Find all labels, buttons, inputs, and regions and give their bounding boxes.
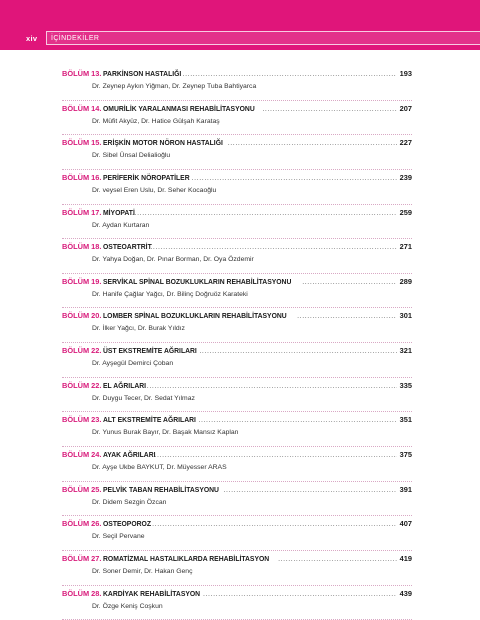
dot-leader xyxy=(302,278,396,288)
dot-leader xyxy=(192,174,397,184)
header-bar xyxy=(26,30,480,46)
toc-entry-heading xyxy=(62,589,412,600)
chapter-page-number: 289 xyxy=(399,276,412,286)
table-of-contents xyxy=(62,66,412,620)
chapter-label: BÖLÜM 24. xyxy=(62,450,102,460)
toc-entry[interactable] xyxy=(62,308,412,343)
chapter-page-number: 335 xyxy=(399,380,412,390)
dot-leader xyxy=(144,382,396,392)
chapter-authors: Dr. Özge Keniş Coşkun xyxy=(92,602,163,610)
chapter-label: BÖLÜM 17. xyxy=(62,207,102,217)
dot-leader xyxy=(132,209,397,219)
chapter-authors: Dr. veysel Eren Uslu, Dr. Seher Kocaoğlu xyxy=(92,186,217,194)
toc-entry-heading xyxy=(62,554,412,565)
chapter-authors: Dr. İlker Yağcı, Dr. Burak Yıldız xyxy=(92,325,185,333)
chapter-page-number: 321 xyxy=(399,346,412,356)
chapter-page-number: 239 xyxy=(399,172,412,182)
toc-entry-heading xyxy=(62,208,412,219)
chapter-authors: Dr. Zeynep Aykın Yiğman, Dr. Zeynep Tuba Bahtiyarca xyxy=(92,83,257,90)
toc-entry[interactable] xyxy=(62,447,412,482)
toc-entry-heading xyxy=(62,485,412,496)
chapter-authors: Dr. Duygu Tecer, Dr. Sedat Yılmaz xyxy=(92,394,195,402)
chapter-authors: Dr. Aydan Kurtaran xyxy=(92,221,150,229)
chapter-label: BÖLÜM 26. xyxy=(62,519,102,529)
toc-entry[interactable] xyxy=(62,239,412,274)
toc-entry[interactable] xyxy=(62,170,412,205)
toc-entry-heading xyxy=(62,138,412,149)
chapter-title: KARDİYAK REHABİLİTASYON xyxy=(103,588,201,598)
chapter-title: EL AĞRILARI xyxy=(103,380,147,390)
chapter-page-number: 227 xyxy=(399,138,412,148)
chapter-page-number: 419 xyxy=(399,553,412,563)
chapter-title: ALT EKSTREMİTE AĞRILARI xyxy=(103,415,197,425)
toc-entry-heading xyxy=(62,104,412,115)
page-number: xiv xyxy=(26,33,38,43)
toc-entry-heading xyxy=(62,346,412,357)
toc-entry-heading xyxy=(62,450,412,461)
toc-entry[interactable] xyxy=(62,343,412,378)
chapter-authors: Dr. Ayşe Ukbe BAYKUT, Dr. Müyesser ARAS xyxy=(92,464,227,472)
dot-leader xyxy=(183,70,397,80)
toc-entry-heading xyxy=(62,69,412,80)
toc-entry[interactable] xyxy=(62,586,412,620)
toc-entry[interactable] xyxy=(62,482,412,517)
chapter-page-number: 407 xyxy=(399,519,412,529)
dot-leader xyxy=(297,312,397,322)
chapter-authors: Dr. Sibel Ünsal Delialioğlu xyxy=(92,152,171,160)
chapter-page-number: 271 xyxy=(399,242,412,252)
chapter-authors: Dr. Ayşegül Demirci Çoban xyxy=(92,360,174,368)
chapter-title: ERİŞKİN MOTOR NÖRON HASTALIĞI xyxy=(103,138,224,148)
dot-leader xyxy=(150,520,397,530)
dot-leader xyxy=(278,555,397,565)
chapter-page-number: 259 xyxy=(399,207,412,217)
toc-entry[interactable] xyxy=(62,66,412,101)
toc-entry-heading xyxy=(62,173,412,184)
chapter-title: ROMATİZMAL HASTALIKLARDA REHABİLİTASYON xyxy=(103,553,270,563)
dot-leader xyxy=(155,451,397,461)
chapter-authors: Dr. Soner Demir, Dr. Hakan Genç xyxy=(92,567,193,575)
dot-leader xyxy=(228,139,397,149)
section-title: İÇİNDEKİLER xyxy=(51,34,100,42)
toc-entry[interactable] xyxy=(62,378,412,413)
toc-entry[interactable] xyxy=(62,101,412,136)
chapter-title: PARKİNSON HASTALIĞI xyxy=(103,69,182,78)
chapter-page-number: 439 xyxy=(399,588,412,598)
dot-leader xyxy=(198,416,396,426)
toc-entry-heading xyxy=(62,242,412,253)
toc-entry[interactable] xyxy=(62,551,412,586)
section-title-box xyxy=(46,31,480,45)
chapter-title: ÜST EKSTREMİTE AĞRILARI xyxy=(103,346,198,356)
chapter-title: MİYOPATİ xyxy=(103,207,136,217)
toc-entry-heading xyxy=(62,381,412,392)
chapter-page-number: 391 xyxy=(399,484,412,494)
chapter-authors: Dr. Yahya Doğan, Dr. Pınar Borman, Dr. Oya Özdemir xyxy=(92,256,254,264)
dot-leader xyxy=(203,590,397,600)
chapter-title: OSTEOPOROZ xyxy=(103,519,152,529)
toc-entry[interactable] xyxy=(62,412,412,447)
chapter-title: PELVİK TABAN REHABİLİTASYONU xyxy=(103,484,220,494)
chapter-authors: Dr. Seçil Pervane xyxy=(92,533,145,541)
chapter-label: BÖLÜM 19. xyxy=(62,276,102,286)
dot-leader xyxy=(150,243,396,253)
chapter-page-number: 193 xyxy=(399,69,412,78)
chapter-label: BÖLÜM 14. xyxy=(62,103,102,113)
page-header xyxy=(0,0,480,50)
chapter-authors: Dr. Müfit Akyüz, Dr. Hatice Gülşah Karataş xyxy=(92,117,220,125)
toc-entry[interactable] xyxy=(62,516,412,551)
chapter-authors: Dr. Hanife Çağlar Yağcı, Dr. Bilinç Doğruöz Karateki xyxy=(92,290,248,298)
chapter-title: LOMBER SPİNAL BOZUKLUKLARIN REHABİLİTASYONU xyxy=(103,311,288,321)
chapter-label: BÖLÜM 15. xyxy=(62,138,102,148)
chapter-title: AYAK AĞRILARI xyxy=(103,450,156,460)
chapter-label: BÖLÜM 22. xyxy=(62,380,102,390)
toc-entry-heading xyxy=(62,311,412,322)
chapter-title: PERİFERİK NÖROPATİLER xyxy=(103,172,191,182)
toc-entry[interactable] xyxy=(62,274,412,309)
toc-entry[interactable] xyxy=(62,205,412,240)
toc-entry-heading xyxy=(62,277,412,288)
toc-entry[interactable] xyxy=(62,135,412,170)
chapter-label: BÖLÜM 16. xyxy=(62,172,102,182)
chapter-authors: Dr. Yunus Burak Bayır, Dr. Başak Mansız Kaplan xyxy=(92,429,239,437)
chapter-title: OSTEOARTRİT xyxy=(103,242,153,252)
toc-entry-heading xyxy=(62,519,412,530)
toc-entry-heading xyxy=(62,415,412,426)
chapter-label: BÖLÜM 22. xyxy=(62,346,102,356)
chapter-title: SERVİKAL SPİNAL BOZUKLUKLARIN REHABİLİTASYONU xyxy=(103,276,292,286)
chapter-label: BÖLÜM 13. xyxy=(62,69,102,78)
chapter-label: BÖLÜM 23. xyxy=(62,415,102,425)
chapter-label: BÖLÜM 20. xyxy=(62,311,102,321)
chapter-label: BÖLÜM 25. xyxy=(62,484,102,494)
dot-leader xyxy=(262,105,396,115)
chapter-page-number: 207 xyxy=(399,103,412,113)
chapter-authors: Dr. Didem Sezgin Özcan xyxy=(92,498,167,506)
chapter-label: BÖLÜM 18. xyxy=(62,242,102,252)
chapter-label: BÖLÜM 28. xyxy=(62,588,102,598)
chapter-label: BÖLÜM 27. xyxy=(62,553,102,563)
chapter-page-number: 375 xyxy=(399,450,412,460)
chapter-title: OMURİLİK YARALANMASI REHABİLİTASYONU xyxy=(103,103,256,113)
dot-leader xyxy=(223,486,396,496)
chapter-page-number: 301 xyxy=(399,311,412,321)
chapter-page-number: 351 xyxy=(399,415,412,425)
dot-leader xyxy=(199,347,396,357)
